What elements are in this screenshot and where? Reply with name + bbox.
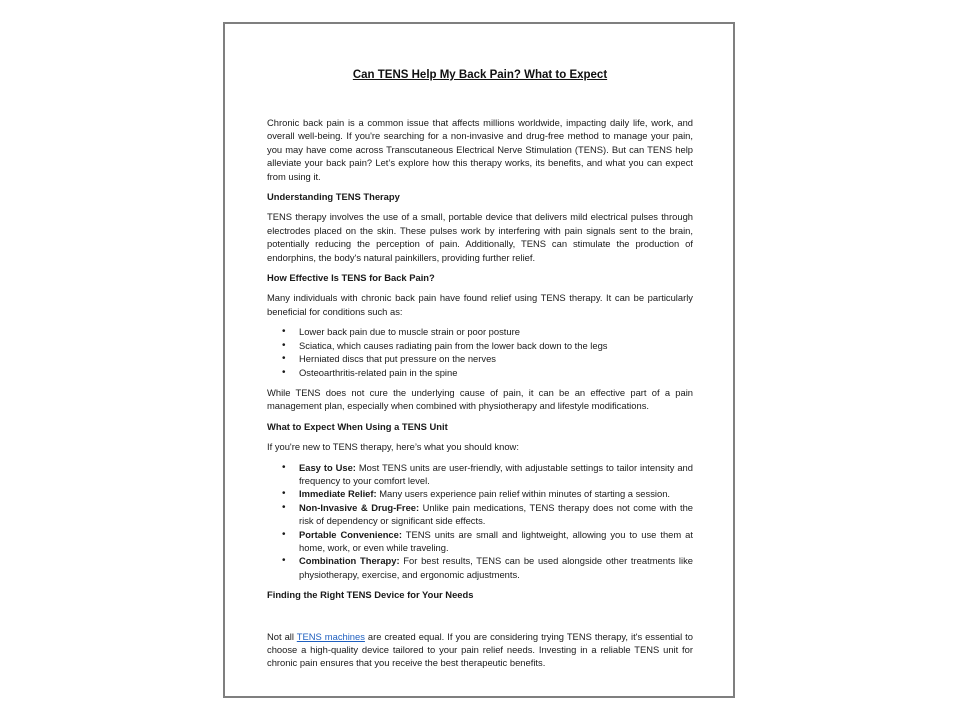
list-item [299, 501, 693, 528]
spacer [267, 609, 693, 630]
bullet-label: Immediate Relief: [299, 488, 377, 500]
section-heading-effectiveness: How Effective Is TENS for Back Pain? [267, 272, 435, 284]
finding-device-paragraph [267, 630, 693, 670]
bullet-label: Easy to Use: [299, 461, 356, 473]
conditions-list [267, 325, 693, 379]
document-page [223, 22, 735, 698]
list-item: • Sciatica, which causes radiating pain from the lower back down to the legs [299, 339, 693, 352]
bullet-text: TENS units are small and lightweight, allowing you to use them at home, work, or even while traveling. [299, 528, 693, 553]
list-item [299, 528, 693, 555]
list-item [299, 554, 693, 581]
section-heading-finding-device: Finding the Right TENS Device for Your Needs [267, 589, 474, 601]
bullet-text: Unlike pain medications, TENS therapy does not come with the risk of dependency or significant side effects. [299, 501, 694, 527]
expectations-paragraph: If you're new to TENS therapy, here’s what you should know: [267, 441, 519, 453]
list-item [299, 487, 693, 500]
list-item [299, 461, 693, 488]
list-item: • Osteoarthritis-related pain in the spine [299, 366, 693, 379]
understanding-paragraph: TENS therapy involves the use of a small, portable device that delivers mild electrical pulses through electrodes placed on the skin. These pulses work by interfering with pain signals sent to the brain, potentially reducing the perception of pain. Additionally, TENS can stimulate the production of endorphins, the body's natural painkillers, providing further relief. [267, 211, 693, 263]
document-title: Can TENS Help My Back Pain? What to Expect [352, 69, 608, 81]
bullet-label: Portable Convenience: [299, 528, 402, 540]
intro-paragraph: Chronic back pain is a common issue that affects millions worldwide, impacting daily life, work, and overall well-being. If you're searching for a non-invasive and drug-free method to manage your pain, you may have come across Transcutaneous Electrical Nerve Stimulation (TENS). But can TENS help alleviate your back pain? Let’s explore how this therapy works, its benefits, and what you can expect from using it. [267, 117, 693, 182]
list-item: • Lower back pain due to muscle strain or poor posture [299, 325, 693, 338]
bullet-text: Most TENS units are user-friendly, with adjustable settings to tailor intensity and frequency to your comfort level. [299, 461, 693, 486]
section-heading-expectations: What to Expect When Using a TENS Unit [267, 420, 448, 432]
document-content [267, 68, 693, 677]
paragraph-text-before-link: Not all [267, 630, 297, 642]
effectiveness-paragraph: Many individuals with chronic back pain have found relief using TENS therapy. It can be particularly beneficial for conditions such as: [267, 292, 693, 317]
expectations-list [267, 461, 693, 582]
list-item: • Herniated discs that put pressure on the nerves [299, 352, 693, 365]
paragraph-text-after-link: are created equal. If you are considering trying TENS therapy, it's essential to choose a high-quality device tailored to your pain relief needs. Investing in a reliable TENS unit for chronic pain ensures that you receive the best therapeutic benefits. [267, 630, 693, 669]
bullet-label: Combination Therapy: [299, 555, 400, 567]
tens-machines-link[interactable]: TENS machines [296, 630, 365, 642]
bullet-text: For best results, TENS can be used alongside other treatments like physiotherapy, exercise, and ergonomic adjustments. [299, 555, 694, 580]
bullet-text: Many users experience pain relief within minutes of starting a session. [376, 488, 671, 500]
section-heading-understanding: Understanding TENS Therapy [267, 191, 400, 203]
effectiveness-closing-paragraph: While TENS does not cure the underlying cause of pain, it can be an effective part of a pain management plan, especially when combined with physiotherapy and lifestyle modifications. [267, 386, 693, 412]
bullet-label: Non-Invasive & Drug-Free: [299, 501, 420, 513]
